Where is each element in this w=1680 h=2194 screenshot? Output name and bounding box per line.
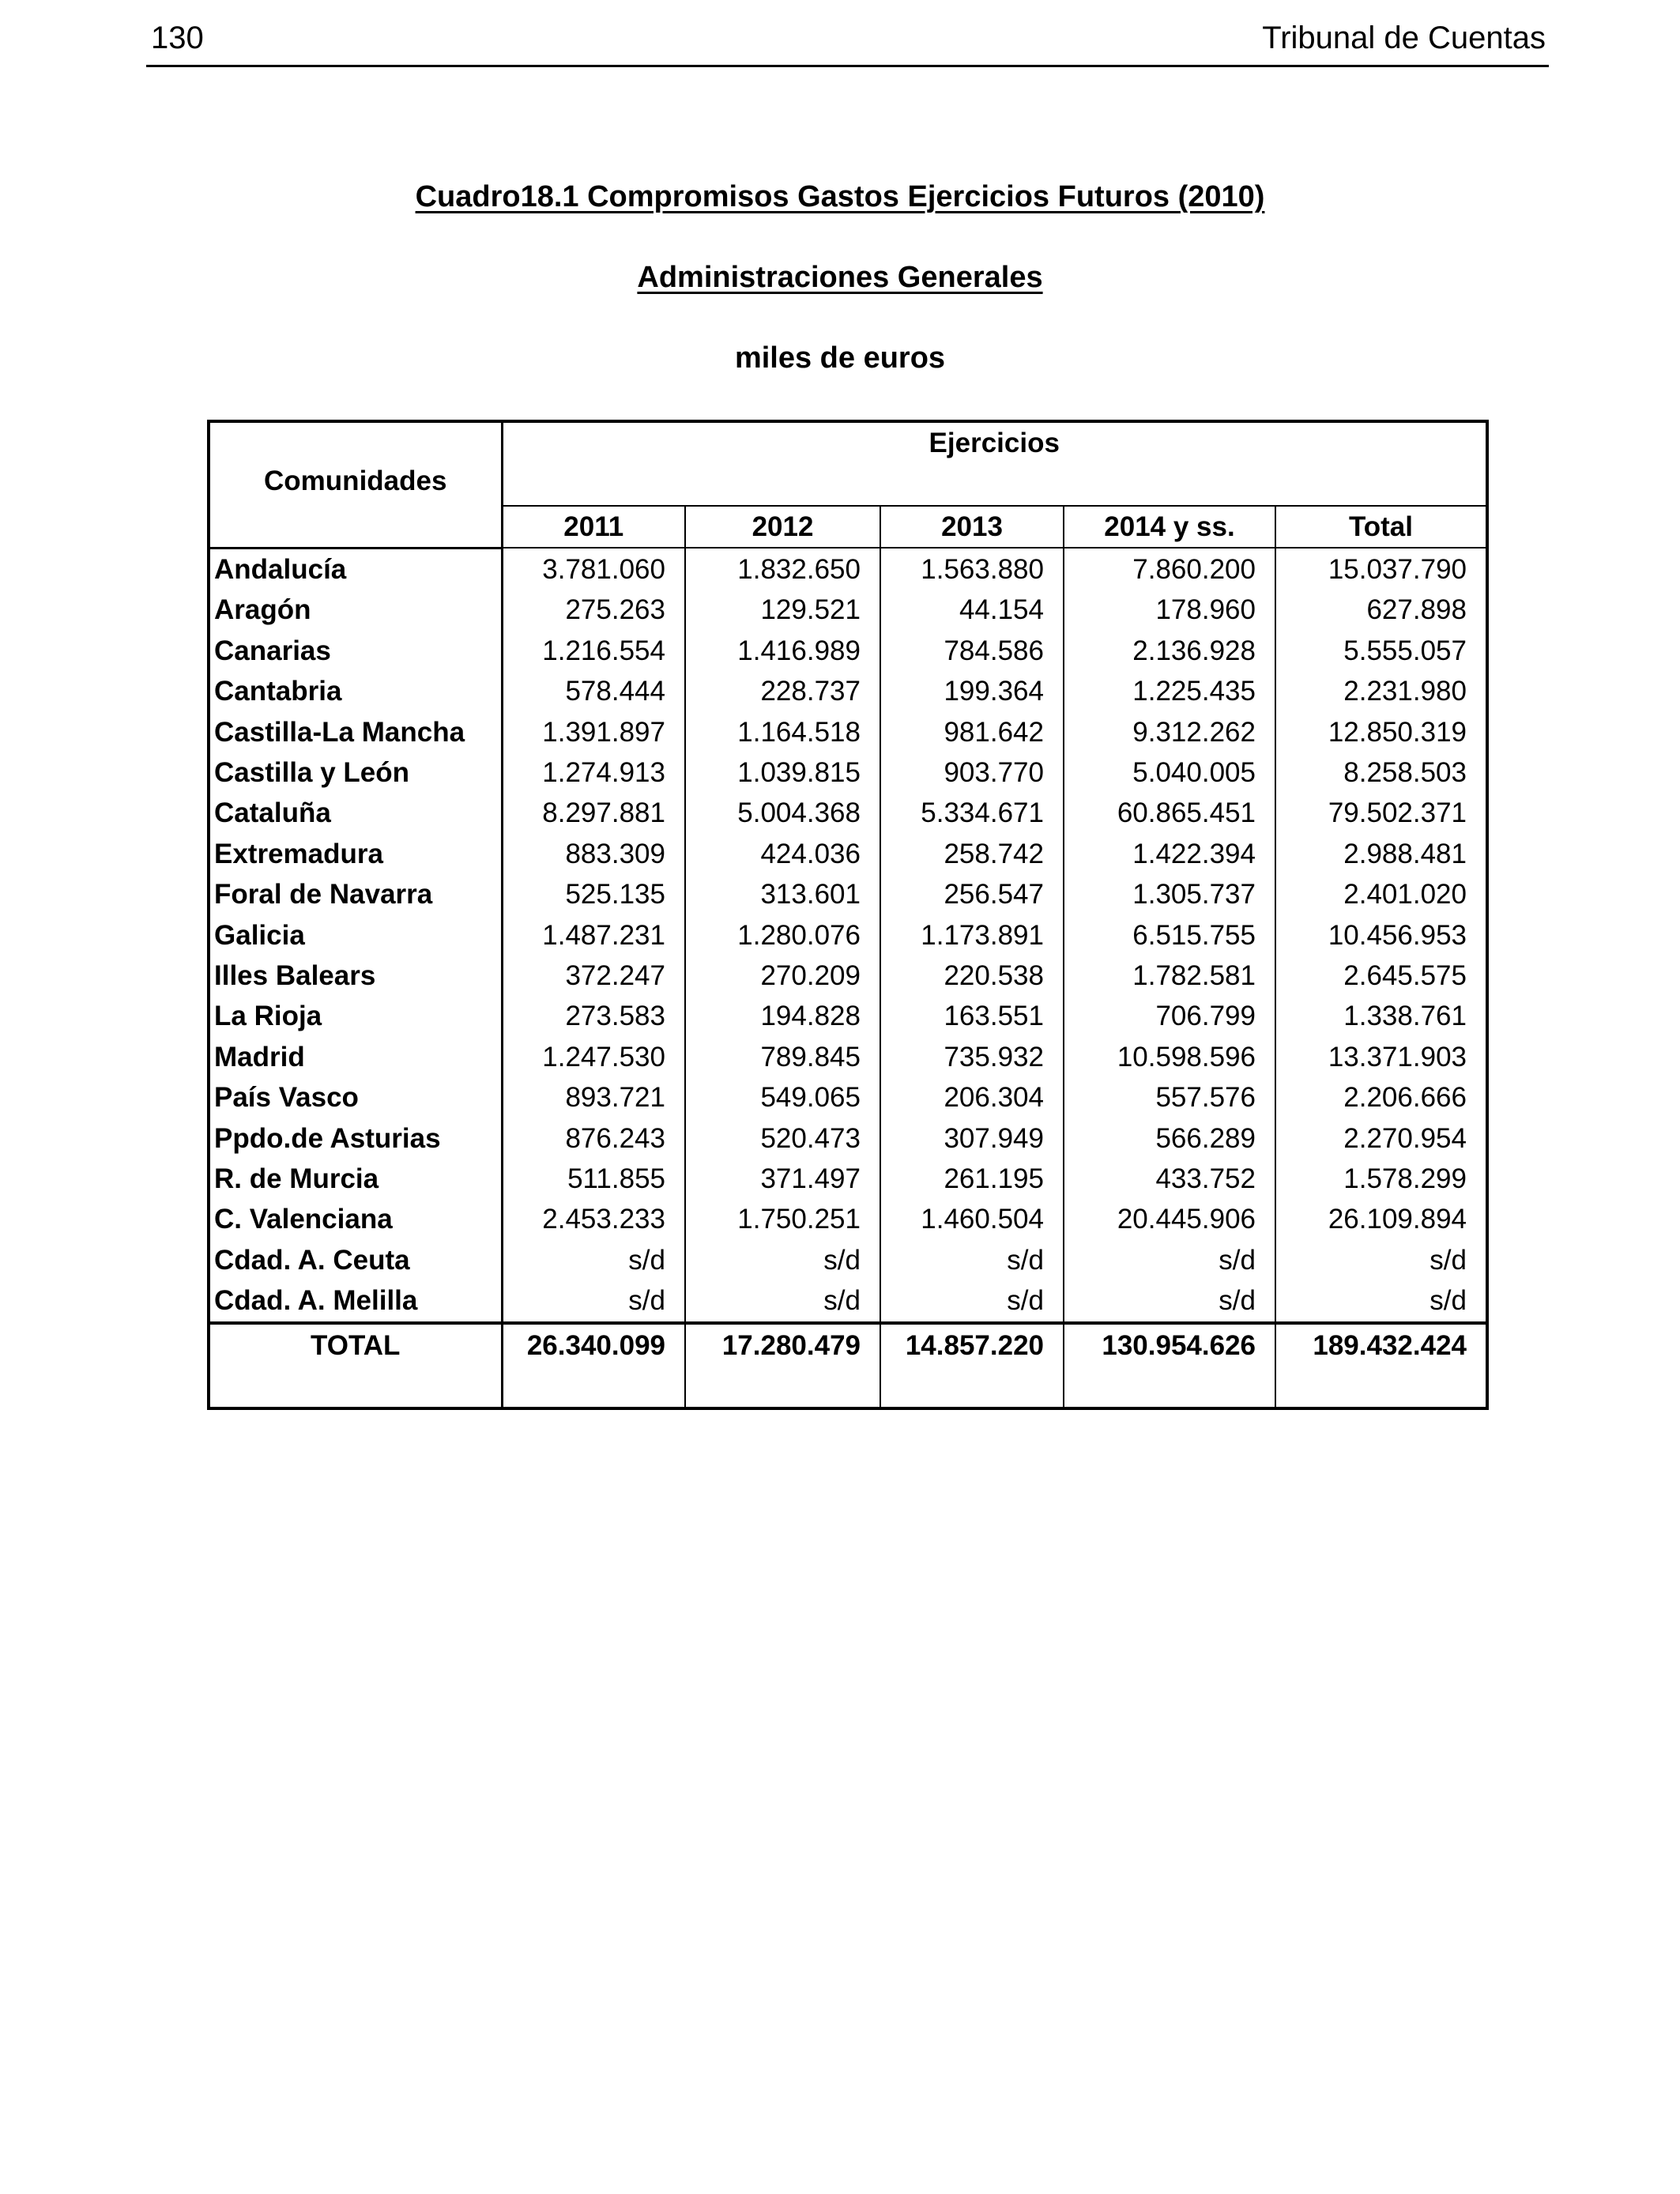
cell-value: 206.304 [880, 1077, 1064, 1118]
cell-value: 371.497 [685, 1159, 880, 1199]
cell-value: 258.742 [880, 834, 1064, 874]
cell-value: 20.445.906 [1064, 1199, 1275, 1239]
row-name: Illes Balears [209, 956, 502, 996]
cell-value: 876.243 [502, 1118, 685, 1159]
table-row [209, 548, 1487, 590]
table-row [209, 1240, 1487, 1280]
table-row [209, 1280, 1487, 1322]
cell-value: 9.312.262 [1064, 712, 1275, 752]
cell-value: 15.037.790 [1328, 553, 1467, 585]
cell-value: 424.036 [685, 834, 880, 874]
cell-value: 1.422.394 [1064, 834, 1275, 874]
cell-value: 199.364 [880, 671, 1064, 711]
table-row [209, 671, 1487, 711]
cell-value: s/d [1430, 1244, 1467, 1276]
total-value: 130.954.626 [1064, 1323, 1275, 1408]
table-row [209, 590, 1487, 630]
cell-value: 270.209 [685, 956, 880, 996]
table-subtitle [0, 261, 1680, 295]
cell-value: 178.960 [1064, 590, 1275, 630]
cell-value: 549.065 [685, 1077, 880, 1118]
cell-value: 2.401.020 [1343, 879, 1467, 910]
table-row [209, 712, 1487, 752]
cell-value: 10.456.953 [1328, 919, 1467, 951]
page-number: 130 [151, 21, 204, 55]
row-name: Cdad. A. Melilla [209, 1280, 502, 1322]
row-name: C. Valenciana [209, 1199, 502, 1239]
cell-value: 1.832.650 [685, 548, 880, 590]
table-title [0, 180, 1680, 214]
cell-value: 784.586 [880, 631, 1064, 671]
cell-value: 1.416.989 [685, 631, 880, 671]
total-label: TOTAL [209, 1323, 502, 1408]
cell-value: 8.258.503 [1343, 756, 1467, 788]
cell-value: 307.949 [880, 1118, 1064, 1159]
cell-value: 8.297.881 [502, 793, 685, 833]
cell-value: 79.502.371 [1328, 797, 1467, 829]
row-name: La Rioja [209, 996, 502, 1036]
cell-value: s/d [685, 1280, 880, 1322]
cell-value: 2.453.233 [502, 1199, 685, 1239]
row-name: Madrid [209, 1037, 502, 1077]
cell-value: 1.391.897 [502, 712, 685, 752]
cell-value: 1.305.737 [1064, 874, 1275, 914]
cell-value: 26.109.894 [1328, 1204, 1467, 1235]
row-name: País Vasco [209, 1077, 502, 1118]
cell-value: 566.289 [1064, 1118, 1275, 1159]
cell-value: s/d [685, 1240, 880, 1280]
cell-value: 2.231.980 [1343, 676, 1467, 707]
cell-value: 627.898 [1366, 594, 1467, 626]
cell-value: s/d [880, 1280, 1064, 1322]
row-name: Andalucía [209, 548, 502, 590]
cell-value: 256.547 [880, 874, 1064, 914]
cell-value: 60.865.451 [1064, 793, 1275, 833]
cell-value: 273.583 [502, 996, 685, 1036]
cell-value: 1.578.299 [1343, 1163, 1467, 1194]
cell-value: s/d [1064, 1280, 1275, 1322]
header-year: 2011 [502, 506, 685, 548]
total-value: 189.432.424 [1275, 1323, 1487, 1408]
cell-value: s/d [1064, 1240, 1275, 1280]
header-year: 2014 y ss. [1064, 506, 1275, 548]
table-row [209, 1037, 1487, 1077]
cell-value: 2.206.666 [1343, 1082, 1467, 1114]
cell-value: 1.460.504 [880, 1199, 1064, 1239]
cell-value: 261.195 [880, 1159, 1064, 1199]
table-header-row [209, 421, 1487, 506]
table-row [209, 834, 1487, 874]
cell-value: s/d [502, 1240, 685, 1280]
header-year: 2013 [880, 506, 1064, 548]
cell-value: 5.040.005 [1064, 752, 1275, 793]
cell-value: 903.770 [880, 752, 1064, 793]
cell-value: 1.274.913 [502, 752, 685, 793]
cell-value: 10.598.596 [1064, 1037, 1275, 1077]
cell-value: 275.263 [502, 590, 685, 630]
cell-value: 5.555.057 [1343, 635, 1467, 666]
cell-value: 129.521 [685, 590, 880, 630]
row-name: Galicia [209, 915, 502, 956]
header-ejercicios: Ejercicios [502, 421, 1487, 506]
cell-value: 578.444 [502, 671, 685, 711]
cell-value: 789.845 [685, 1037, 880, 1077]
cell-value: 893.721 [502, 1077, 685, 1118]
row-name: Castilla y León [209, 752, 502, 793]
cell-value: s/d [502, 1280, 685, 1322]
cell-value: 1.247.530 [502, 1037, 685, 1077]
cell-value: 2.270.954 [1343, 1122, 1467, 1154]
table-row [209, 1159, 1487, 1199]
total-value: 17.280.479 [685, 1323, 880, 1408]
row-name: R. de Murcia [209, 1159, 502, 1199]
row-name: Cantabria [209, 671, 502, 711]
table-row [209, 793, 1487, 833]
cell-value: s/d [880, 1240, 1064, 1280]
cell-value: 1.225.435 [1064, 671, 1275, 711]
row-name: Aragón [209, 590, 502, 630]
cell-value: 3.781.060 [502, 548, 685, 590]
cell-value: 5.004.368 [685, 793, 880, 833]
table-row [209, 631, 1487, 671]
cell-value: 525.135 [502, 874, 685, 914]
table-row [209, 1199, 1487, 1239]
cell-value: 163.551 [880, 996, 1064, 1036]
table-row [209, 956, 1487, 996]
table-row [209, 874, 1487, 914]
cell-value: 1.563.880 [880, 548, 1064, 590]
header-total: Total [1275, 506, 1487, 548]
cell-value: 1.782.581 [1064, 956, 1275, 996]
cell-value: 372.247 [502, 956, 685, 996]
table-row [209, 1077, 1487, 1118]
cell-value: 1.164.518 [685, 712, 880, 752]
row-name: Canarias [209, 631, 502, 671]
cell-value: 2.136.928 [1064, 631, 1275, 671]
cell-value: 520.473 [685, 1118, 880, 1159]
cell-value: 1.338.761 [1343, 1001, 1467, 1032]
total-value: 26.340.099 [502, 1323, 685, 1408]
cell-value: 1.280.076 [685, 915, 880, 956]
table-units: miles de euros [734, 341, 946, 375]
cell-value: 13.371.903 [1328, 1041, 1467, 1072]
cell-value: 1.750.251 [685, 1199, 880, 1239]
cell-value: s/d [1430, 1285, 1467, 1317]
cell-value: 557.576 [1064, 1077, 1275, 1118]
cell-value: 5.334.671 [880, 793, 1064, 833]
table-title-text: Cuadro18.1 Compromisos Gastos Ejercicios Futuros (2010) [415, 180, 1265, 213]
row-name: Extremadura [209, 834, 502, 874]
row-name: Cataluña [209, 793, 502, 833]
cell-value: 6.515.755 [1064, 915, 1275, 956]
cell-value: 194.828 [685, 996, 880, 1036]
table-body [209, 548, 1487, 1322]
table-row [209, 1118, 1487, 1159]
cell-value: 2.645.575 [1343, 959, 1467, 991]
cell-value: 228.737 [685, 671, 880, 711]
cell-value: 735.932 [880, 1037, 1064, 1077]
row-name: Ppdo.de Asturias [209, 1118, 502, 1159]
cell-value: 44.154 [880, 590, 1064, 630]
cell-value: 12.850.319 [1328, 716, 1467, 748]
cell-value: 220.538 [880, 956, 1064, 996]
cell-value: 1.216.554 [502, 631, 685, 671]
cell-value: 2.988.481 [1343, 838, 1467, 869]
table-row [209, 752, 1487, 793]
total-value: 14.857.220 [880, 1323, 1064, 1408]
row-name: Castilla-La Mancha [209, 712, 502, 752]
cell-value: 706.799 [1064, 996, 1275, 1036]
cell-value: 1.173.891 [880, 915, 1064, 956]
header-comunidades: Comunidades [209, 421, 502, 548]
row-name: Cdad. A. Ceuta [209, 1240, 502, 1280]
cell-value: 981.642 [880, 712, 1064, 752]
commitments-table [207, 420, 1489, 1410]
page-header [146, 16, 1549, 67]
header-year: 2012 [685, 506, 880, 548]
cell-value: 313.601 [685, 874, 880, 914]
cell-value: 511.855 [502, 1159, 685, 1199]
cell-value: 1.039.815 [685, 752, 880, 793]
cell-value: 433.752 [1064, 1159, 1275, 1199]
cell-value: 883.309 [502, 834, 685, 874]
cell-value: 1.487.231 [502, 915, 685, 956]
table-total-row [209, 1323, 1487, 1408]
cell-value: 7.860.200 [1064, 548, 1275, 590]
row-name: Foral de Navarra [209, 874, 502, 914]
running-title: Tribunal de Cuentas [1262, 21, 1546, 55]
table-row [209, 996, 1487, 1036]
table-subtitle-text: Administraciones Generales [637, 261, 1043, 294]
table-row [209, 915, 1487, 956]
